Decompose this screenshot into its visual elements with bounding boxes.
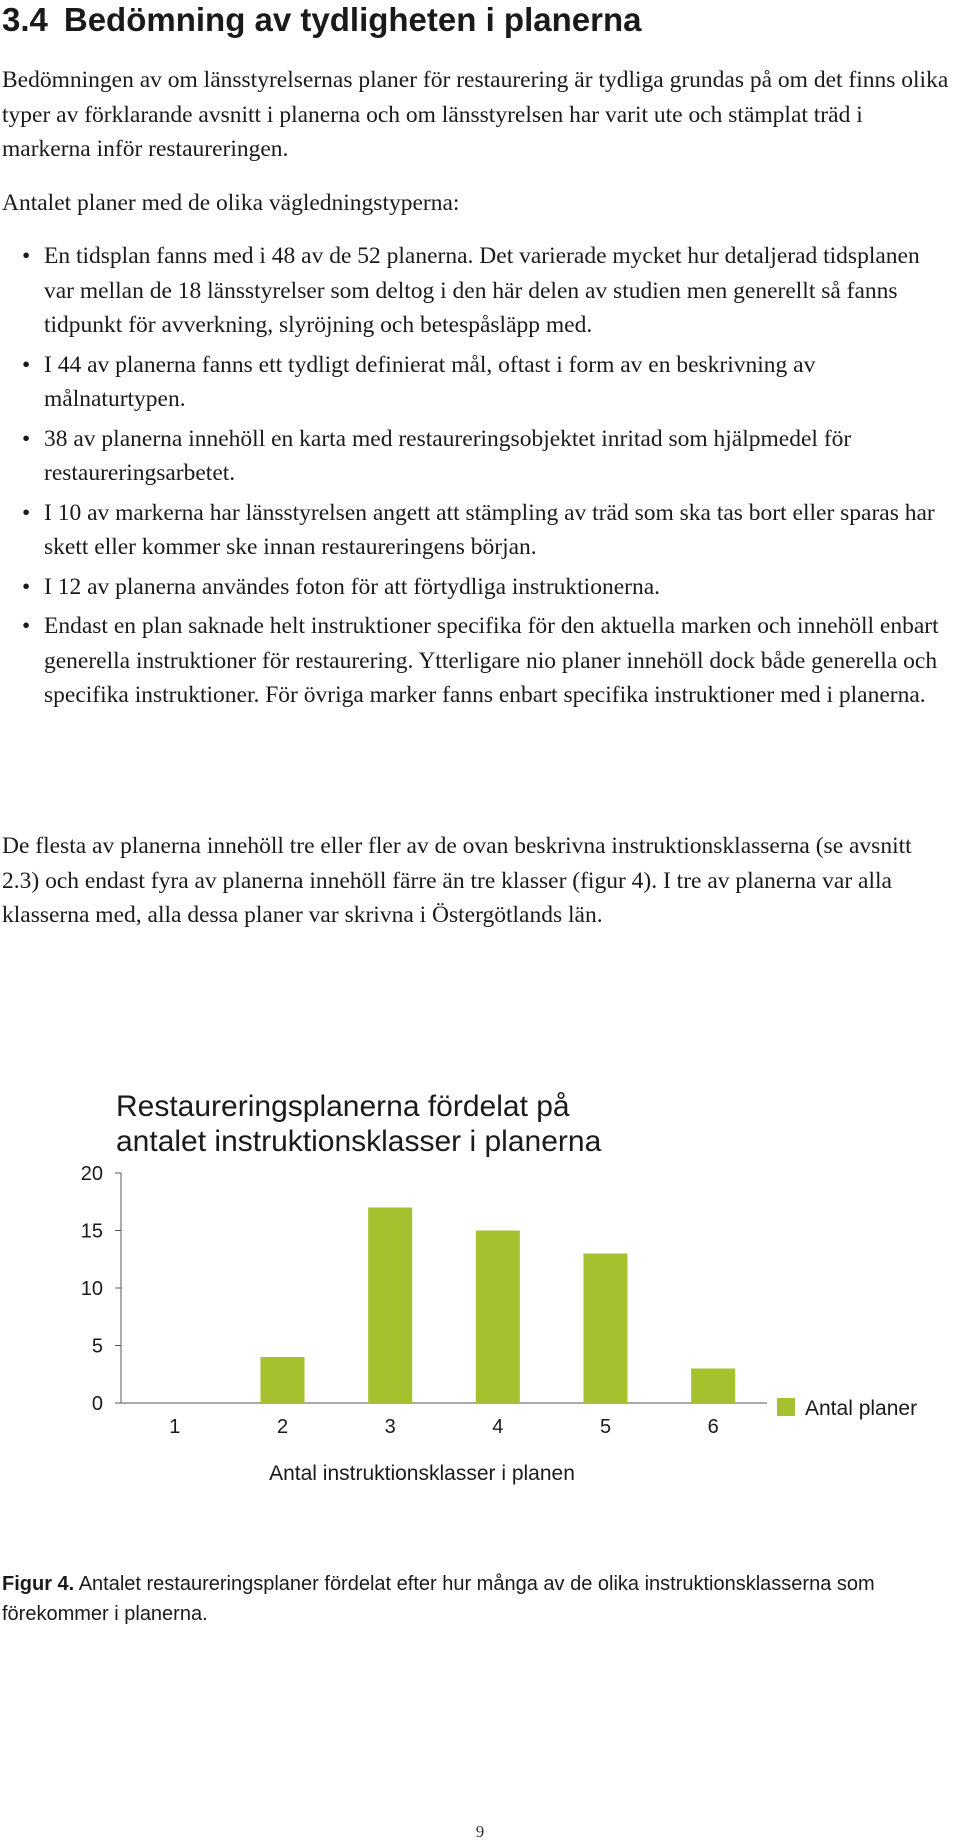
list-lead-paragraph: Antalet planer med de olika vägledningstyperna: <box>2 190 460 216</box>
section-heading <box>2 0 641 40</box>
figure-caption-text: Antalet restaureringsplaner fördelat efter hur många av de olika instruktionsklasserna som förekommer i planerna. <box>2 1573 875 1625</box>
list-item-text: Endast en plan saknade helt instruktioner specifika för den aktuella marken och innehöll enbart generella instruktioner för restaurering. Ytterligare nio planer innehöll dock både generella och specifika instruktioner. För övriga marker fanns enbart specifika instruktioner med i planerna. <box>44 613 939 708</box>
y-tick-label: 20 <box>80 1163 103 1185</box>
list-item <box>2 422 950 491</box>
list-item-text: I 44 av planerna fanns ett tydligt definierat mål, oftast i form av en beskrivning av målnaturtypen. <box>44 351 816 412</box>
chart-title-line-1: Restaureringsplanerna fördelat på <box>116 1090 570 1123</box>
x-tick-label: 2 <box>276 1416 289 1438</box>
list-item-text: 38 av planerna innehöll en karta med restaureringsobjektet inritad som hjälpmedel för restaureringsarbetet. <box>44 425 852 486</box>
intro-paragraph: Bedömningen av om länsstyrelsernas planer för restaurering är tydliga grundas på om det finns olika typer av förklarande avsnitt i planerna och om länsstyrelsen har varit ute och stämplat träd i markerna inför restaureringen. <box>2 67 949 162</box>
bar-chart <box>0 1070 960 1510</box>
bullet-icon: • <box>22 243 31 269</box>
chart-title-line-2: antalet instruktionsklasser i planerna <box>116 1125 602 1158</box>
bar <box>261 1357 305 1403</box>
list-item-text: En tidsplan fanns med i 48 av de 52 planerna. Det varierade mycket hur detaljerad tidsplanen var mellan de 18 länsstyrelser som deltog i den här delen av studien men generellt så fanns tidpunkt för avverkning, slyröjning och betespåsläpp med. <box>44 243 920 338</box>
bullet-icon: • <box>22 573 31 600</box>
figure-caption <box>2 1569 942 1629</box>
bar <box>368 1208 412 1404</box>
y-tick-label: 5 <box>91 1335 103 1358</box>
guidance-list <box>2 239 950 718</box>
list-item <box>2 239 950 343</box>
x-tick-label: 5 <box>599 1416 612 1438</box>
x-tick-label: 6 <box>707 1416 719 1438</box>
y-tick-label: 10 <box>80 1278 103 1300</box>
closing-paragraph: De flesta av planerna innehöll tre eller fler av de ovan beskrivna instruktionsklasserna (se avsnitt 2.3) och endast fyra av planerna innehöll färre än tre klasser (figur 4). I tre av planerna var alla klasserna med, alla dessa planer var skrivna i Östergötlands län. <box>2 833 912 928</box>
chart-canvas <box>0 1070 960 1510</box>
section-number: 3.4 <box>2 1 48 38</box>
list-item <box>2 570 950 605</box>
x-tick-label: 1 <box>169 1416 181 1438</box>
section-title: Bedömning av tydligheten i planerna <box>63 1 642 38</box>
bullet-icon: • <box>22 499 31 526</box>
plot-area <box>81 1163 767 1438</box>
list-item <box>2 609 950 713</box>
x-tick-label: 4 <box>492 1416 504 1438</box>
figure-caption-label: Figur 4. <box>2 1573 75 1595</box>
bar <box>691 1369 735 1404</box>
y-tick-label: 15 <box>80 1220 103 1243</box>
list-item <box>2 348 950 417</box>
legend-label: Antal planer <box>805 1397 918 1420</box>
list-item-text: I 12 av planerna användes foton för att förtydliga instruktionerna. <box>44 573 661 600</box>
bar <box>476 1231 520 1404</box>
list-item-text: I 10 av markerna har länsstyrelsen angett att stämpling av träd som ska tas bort eller sparas har skett eller kommer ske innan restaureringens början. <box>44 499 935 560</box>
x-axis-label: Antal instruktionsklasser i planen <box>269 1462 575 1485</box>
bar <box>584 1254 628 1404</box>
page-number: 9 <box>475 1822 485 1841</box>
y-tick-label: 0 <box>91 1393 103 1415</box>
bullet-icon: • <box>22 351 31 378</box>
bullet-icon: • <box>22 425 31 452</box>
bullet-icon: • <box>22 613 31 639</box>
legend-swatch <box>777 1398 795 1416</box>
x-tick-label: 3 <box>384 1416 396 1438</box>
list-item <box>2 496 950 565</box>
